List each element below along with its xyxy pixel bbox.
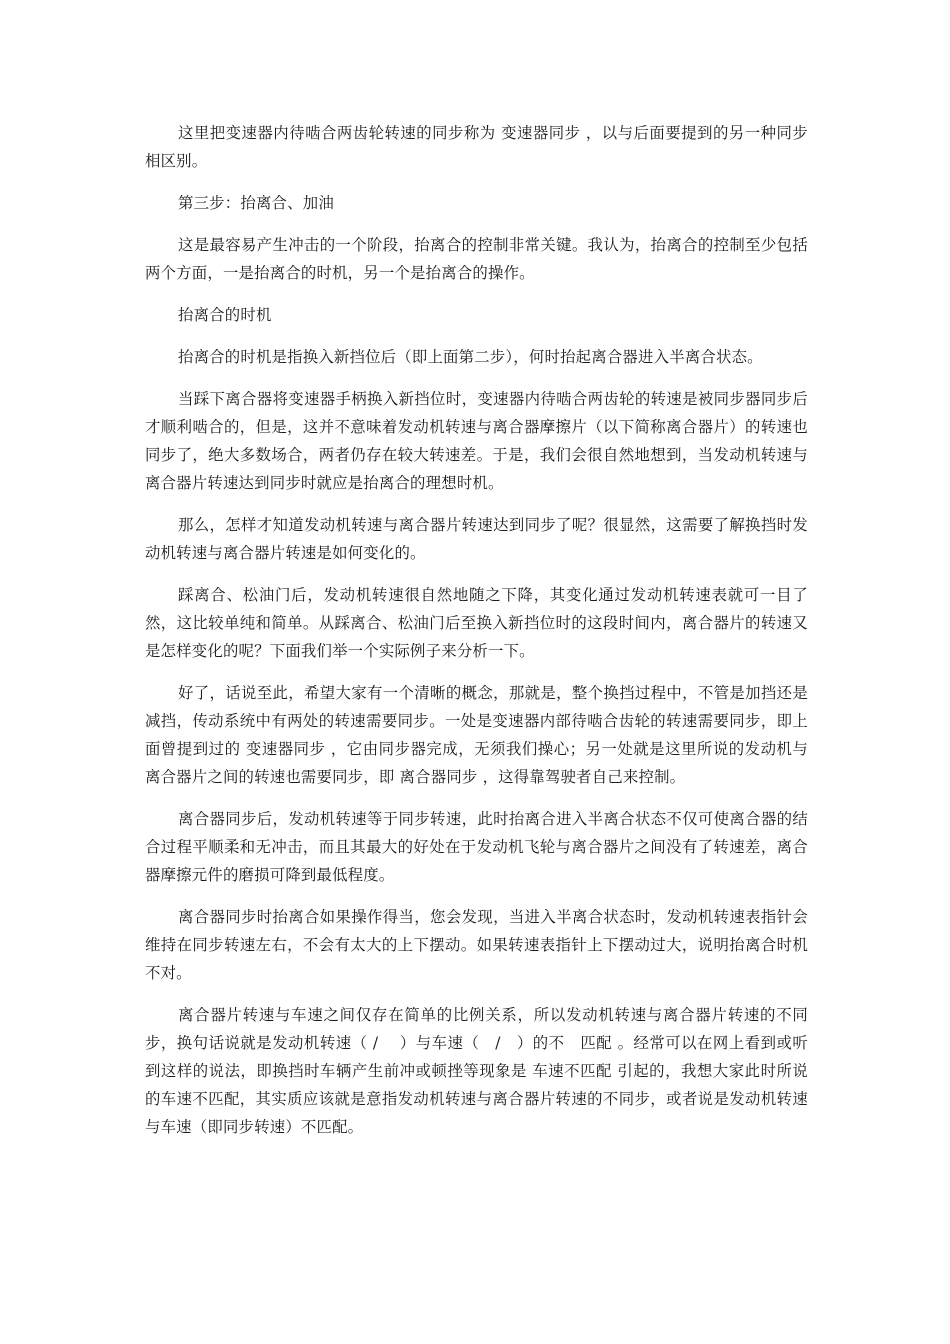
- paragraph-tachometer: 离合器同步时抬离合如果操作得当，您会发现，当进入半离合状态时，发动机转速表指针会维持在同步转速左右，不会有太大的上下摆动。如果转速表指针上下摆动过大，说明抬离合时机不对。: [145, 908, 808, 982]
- paragraph-how-to-know: 那么，怎样才知道发动机转速与离合器片转速达到同步了呢？很显然，这需要了解换挡时发动机转速与离合器片转速是如何变化的。: [145, 516, 808, 562]
- paragraph-speed-mismatch: 离合器片转速与车速之间仅存在简单的比例关系，所以发动机转速与离合器片转速的不同步，换句话说就是发动机转速（ / ）与车速（ / ）的不 匹配 。经常可以在网上看到或听到这样的说法，即换挡时车辆产生前冲或顿挫等现象是 车速不匹配 引起的，我想大家此时所说的车速不匹配，其实质应该就是意指发动机转速与离合器片转速的不同步，或者说是发动机转速与车速（即同步转速）不匹配。: [145, 1006, 808, 1136]
- paragraph-speed-change: 踩离合、松油门后，发动机转速很自然地随之下降，其变化通过发动机转速表就可一目了然，这比较单纯和简单。从踩离合、松油门后至换入新挡位时的这段时间内，离合器片的转速又是怎样变化的呢？下面我们举一个实际例子来分析一下。: [145, 586, 808, 660]
- paragraph-transmission-sync: 这里把变速器内待啮合两齿轮转速的同步称为 变速器同步 ，以与后面要提到的另一种同步相区别。: [145, 124, 808, 170]
- paragraph-speed-difference: 当踩下离合器将变速器手柄换入新挡位时，变速器内待啮合两齿轮的转速是被同步器同步后才顺利啮合的，但是，这并不意味着发动机转速与离合器摩擦片（以下简称离合器片）的转速也同步了，绝大多数场合，两者仍存在较大转速差。于是，我们会很自然地想到，当发动机转速与离合器片转速达到同步时就应是抬离合的理想时机。: [145, 390, 808, 492]
- paragraph-clutch-control: 这是最容易产生冲击的一个阶段，抬离合的控制非常关键。我认为，抬离合的控制至少包括两个方面，一是抬离合的时机，另一个是抬离合的操作。: [145, 236, 808, 282]
- heading-step-three: 第三步：抬离合、加油: [178, 194, 334, 212]
- paragraph-timing-definition: 抬离合的时机是指换入新挡位后（即上面第二步），何时抬起离合器进入半离合状态。: [178, 348, 763, 366]
- paragraph-two-syncs: 好了，话说至此，希望大家有一个清晰的概念，那就是，整个换挡过程中，不管是加挡还是减挡，传动系统中有两处的转速需要同步。一处是变速器内部待啮合齿轮的转速需要同步，即上面曾提到过的 变速器同步 ，它由同步器完成，无须我们操心；另一处就是这里所说的发动机与离合器片之间的转速也需要同步，即 离合器同步 ，这得靠驾驶者自己来控制。: [145, 684, 808, 786]
- document-body: [145, 119, 808, 1155]
- paragraph-clutch-sync-benefits: 离合器同步后，发动机转速等于同步转速，此时抬离合进入半离合状态不仅可使离合器的结合过程平顺柔和无冲击，而且其最大的好处在于发动机飞轮与离合器片之间没有了转速差，离合器摩擦元件的磨损可降到最低程度。: [145, 810, 808, 884]
- heading-clutch-timing: 抬离合的时机: [178, 306, 272, 324]
